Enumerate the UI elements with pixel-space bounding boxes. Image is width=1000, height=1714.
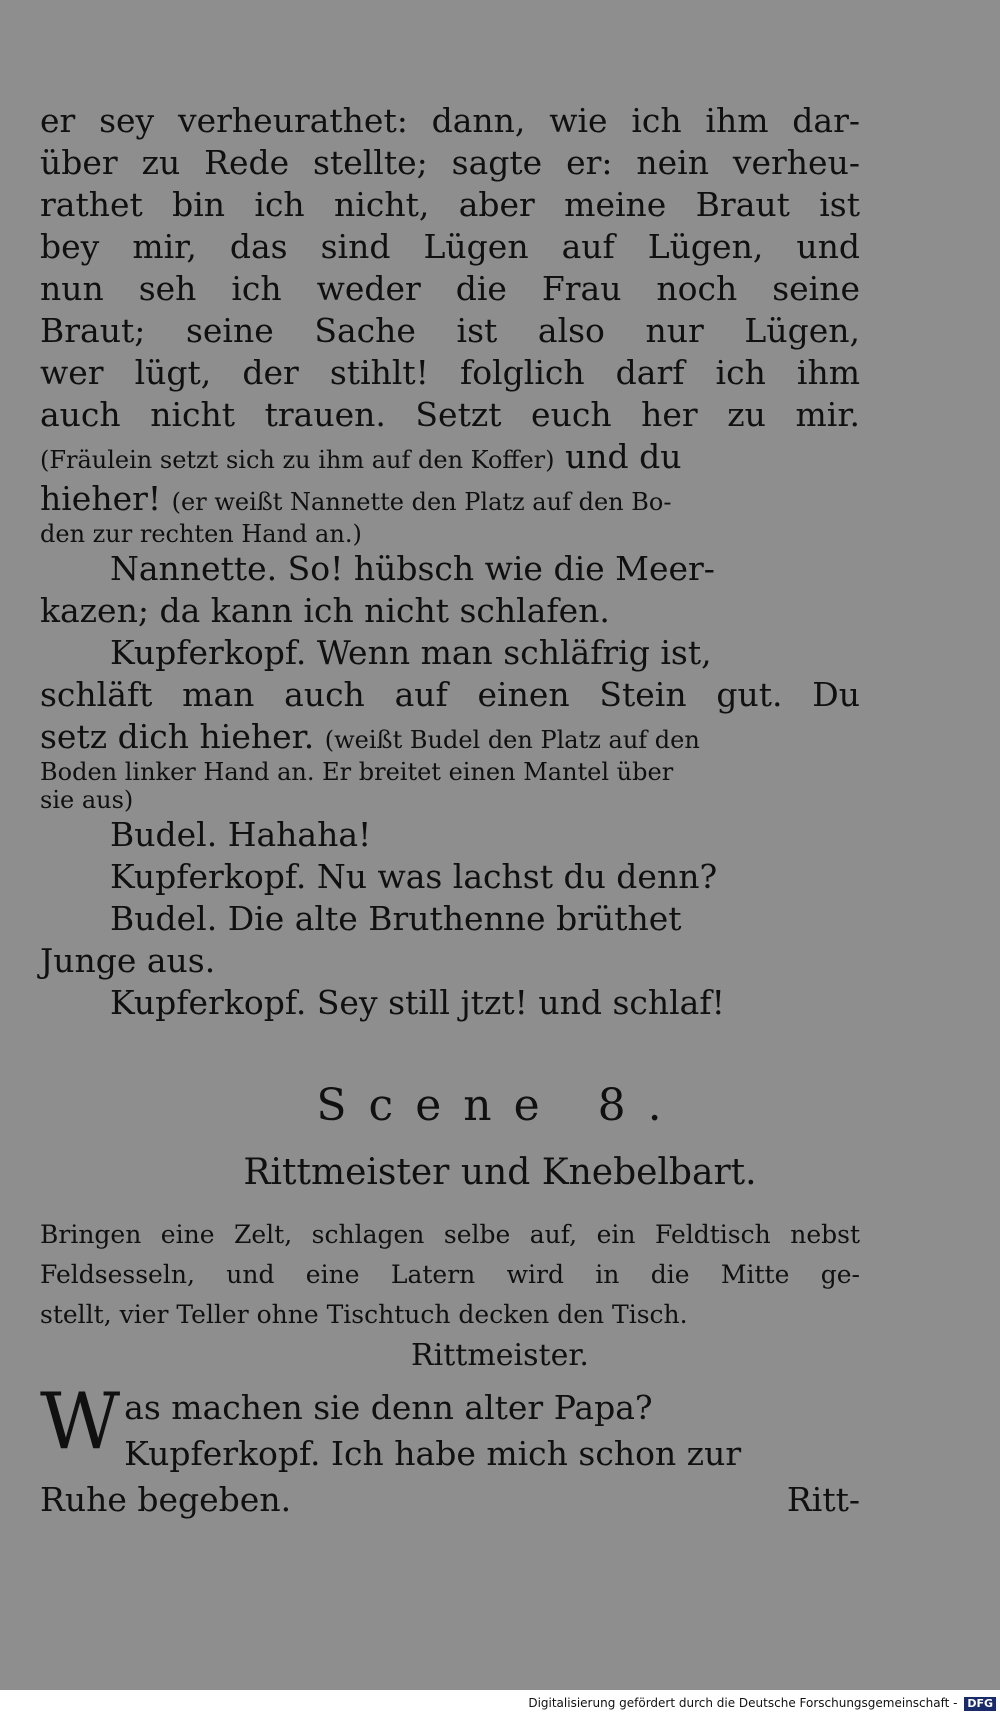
catchword: Ritt-	[786, 1480, 860, 1519]
text-line: nun seh ich weder die Frau noch seine	[40, 269, 860, 308]
text-line: kazen; da kann ich nicht schlafen.	[40, 591, 610, 630]
drop-capital: W	[40, 1377, 121, 1467]
scene-heading: Scene 8.	[316, 1080, 684, 1131]
text-fragment: und du	[565, 437, 682, 476]
stage-direction: Feldsesseln, und eine Latern wird in die Mitte ge-	[40, 1260, 860, 1289]
stage-direction: (Fräulein setzt sich zu ihm auf den Koffer)	[40, 446, 555, 474]
text-line: bey mir, das sind Lügen auf Lügen, und	[40, 227, 860, 266]
text-line: rathet bin ich nicht, aber meine Braut ist	[40, 185, 860, 224]
text-line: schläft man auch auf einen Stein gut. Du	[40, 675, 860, 714]
stage-direction-line	[40, 436, 860, 478]
text-fragment: setz dich hieher.	[40, 717, 315, 756]
stage-direction-line	[40, 716, 860, 758]
stage-direction: den zur rechten Hand an.)	[40, 520, 362, 548]
digitization-footer	[0, 1692, 996, 1714]
text-line: auch nicht trauen. Setzt euch her zu mir.	[40, 395, 860, 434]
text-line: Braut; seine Sache ist also nur Lügen,	[40, 311, 860, 350]
stage-direction: Boden linker Hand an. Er breitet einen Mantel über	[40, 758, 674, 786]
speech-budel: Budel. Die alte Bruthenne brüthet	[110, 899, 682, 938]
stage-direction-block	[40, 1215, 860, 1335]
stage-direction: (weißt Budel den Platz auf den	[324, 726, 700, 754]
dfg-logo: DFG	[964, 1697, 996, 1711]
speech-budel: Budel. Hahaha!	[110, 815, 372, 854]
stage-direction: (er weißt Nannette den Platz auf den Bo-	[171, 488, 672, 516]
stage-direction-line	[40, 478, 860, 520]
speech-kupferkopf: Kupferkopf. Sey still jtzt! und schlaf!	[110, 983, 725, 1022]
stage-direction: Bringen eine Zelt, schlagen selbe auf, ein Feldtisch nebst	[40, 1220, 860, 1249]
stage-direction: stellt, vier Teller ohne Tischtuch decken den Tisch.	[40, 1300, 688, 1329]
scene-characters: Rittmeister und Knebelbart.	[243, 1152, 757, 1193]
text-line: wer lügt, der stihlt! folglich darf ich ihm	[40, 353, 860, 392]
speech-kupferkopf: Kupferkopf. Wenn man schläfrig ist,	[110, 633, 712, 672]
text-line: Junge aus.	[40, 941, 216, 980]
speaker-heading: Rittmeister.	[411, 1338, 589, 1373]
speech-nannette: Nannette. So! hübsch wie die Meer-	[110, 549, 715, 588]
speech-kupferkopf: Kupferkopf. Ich habe mich schon zur	[124, 1434, 742, 1473]
text-line: as machen sie denn alter Papa?	[124, 1388, 653, 1427]
text-fragment: Ruhe begeben.	[40, 1480, 292, 1519]
stage-direction: sie aus)	[40, 786, 134, 814]
footer-text: Digitalisierung gefördert durch die Deutsche Forschungsgemeinschaft -	[528, 1696, 958, 1710]
text-line	[40, 1477, 860, 1523]
speech-kupferkopf: Kupferkopf. Nu was lachst du denn?	[110, 857, 718, 896]
closing-text	[40, 1377, 860, 1523]
text-line: über zu Rede stellte; sagte er: nein verheu-	[40, 143, 860, 182]
main-text	[40, 100, 860, 1024]
text-fragment: hieher!	[40, 479, 162, 518]
text-line: er sey verheurathet: dann, wie ich ihm dar-	[40, 101, 860, 140]
